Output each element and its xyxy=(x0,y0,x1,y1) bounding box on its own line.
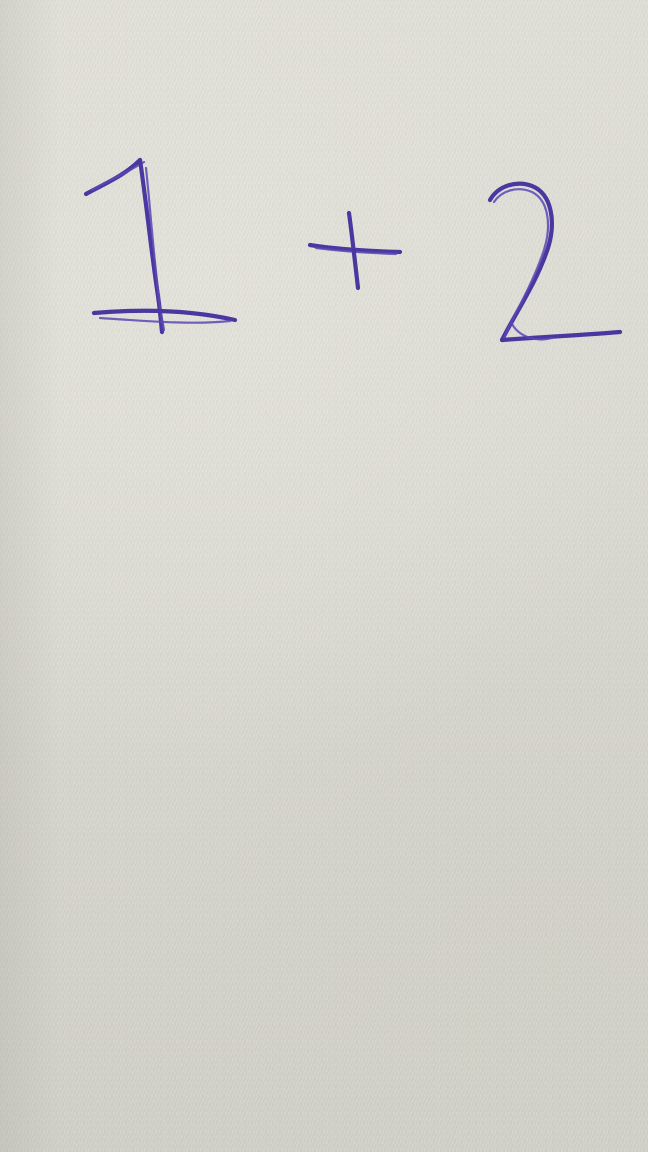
plus-sign xyxy=(310,213,400,288)
digit-one xyxy=(86,160,235,332)
digit-two xyxy=(490,184,620,340)
